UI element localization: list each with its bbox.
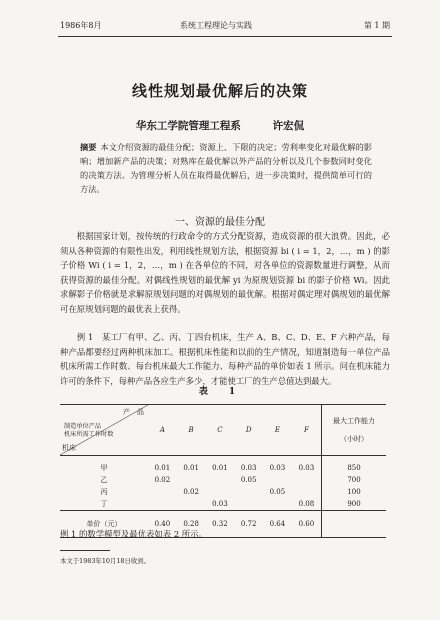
abstract-label: 摘要 (80, 142, 97, 152)
table-cell: 0.03 (240, 464, 257, 472)
author-name: 许宏侃 (272, 120, 305, 132)
table-cell (234, 498, 263, 511)
table-cell: 0.01 (183, 464, 199, 472)
column-header: A (148, 405, 177, 456)
table-cell: 0.01 (212, 464, 228, 472)
column-header: D (234, 405, 263, 456)
capacity-header (322, 405, 387, 456)
running-header (60, 20, 390, 34)
footnote: 本文于1983年10月18日收到。 (60, 557, 151, 565)
capacity-unit-label: （小时） (340, 435, 368, 443)
footnote-rule (60, 550, 110, 551)
table-cell: 0.03 (212, 500, 228, 508)
table-row (60, 486, 386, 498)
table-cell (234, 486, 263, 498)
table-cell: 0.05 (240, 476, 257, 484)
table-cell: 0.02 (154, 476, 171, 484)
table-corner (60, 405, 148, 456)
table-cell: 0.03 (298, 464, 315, 472)
data-table (60, 404, 386, 538)
table-cell (292, 474, 322, 486)
table-cell (148, 486, 177, 498)
table-cell (177, 474, 206, 486)
corner-desc-label: 制造单位产品 机床所需工作时数 (64, 423, 114, 438)
author-line (0, 118, 440, 133)
table-caption: 表 1 (198, 387, 242, 397)
table-cell: 0.02 (183, 488, 199, 496)
paper-title: 线性规划最优解后的决策 (131, 82, 308, 100)
body-paragraph-1: 根据国家计划，按传统的行政命令的方式分配资源，造成资源的很大浪费。因此，必须从各种资源的有限性出发，利用线性规划方法，根据资源 bi ( i = 1，2，…，m ) 的影子价格 Wi ( i = 1，2，…，m ) 在各单位的不同，对各单位的资源数量进行调整，从而获得资源的最佳分配。对偶线性规划的最优解 yi 为原规划资源 bi 的影子价格 Wi。因此求解影子价格就是求解原规划问题的对偶规划的最优解。根据对偶定理对偶规划的最优解可在原规划问题的最优表上获得。 (60, 231, 390, 314)
price-cell: 0.32 (206, 511, 235, 538)
column-header: C (206, 405, 235, 456)
price-cell: 0.64 (263, 511, 292, 538)
table-cell (177, 498, 206, 511)
after-table-text: 例 1 的数学模型及最优表如表 2 所示。 (60, 529, 207, 539)
table-row (60, 498, 386, 511)
machine-label: 丙 (100, 488, 108, 496)
capacity-cell: 900 (322, 498, 387, 511)
capacity-cell: 700 (322, 474, 387, 486)
table-cell: 0.08 (298, 500, 315, 508)
issue-date: 1986年8月 (60, 21, 102, 30)
price-cell: 0.40 (148, 511, 177, 538)
price-cell: 0.60 (292, 511, 322, 538)
table-cell (148, 498, 177, 511)
table-cell: 0.03 (269, 464, 286, 472)
table-cell (263, 498, 292, 511)
column-header: F (292, 405, 322, 456)
table-cell (206, 486, 235, 498)
abstract-text: 本文介绍资源的最佳分配；资源上、下限的决定；劳利率变化对最优解的影响；增加新产品的决策；对熟库在最优解以外产品的分析以及几个参数同时变化的决策方法。为管理分析人员在取得最优解后，进一步决策时，提供简单可行的方法。 (80, 142, 372, 194)
column-header: E (263, 405, 292, 456)
corner-product-label: 产 品 (123, 408, 144, 416)
table-row (60, 462, 386, 474)
table-row (60, 474, 386, 486)
table-cell: 0.05 (269, 488, 286, 496)
header-rule (58, 36, 392, 37)
machine-label: 乙 (100, 476, 108, 484)
price-cell: 0.28 (177, 511, 206, 538)
section-heading: 一、资源的最佳分配 (175, 217, 265, 228)
abstract (80, 140, 372, 196)
issue-number: 第 1 期 (363, 21, 390, 30)
table-cell (206, 474, 235, 486)
price-label: 单价（元） (60, 511, 148, 538)
author-affiliation: 华东工学院管理工程系 (135, 120, 241, 132)
capacity-header-label: 最大工作能力 (333, 417, 375, 425)
column-header: B (177, 405, 206, 456)
capacity-cell: 100 (322, 486, 387, 498)
machine-label: 甲 (100, 464, 108, 472)
table-cell (263, 474, 292, 486)
journal-name: 系统工程理论与实践 (180, 21, 252, 30)
corner-machine-label: 机床 (62, 444, 76, 452)
table-cell (292, 486, 322, 498)
price-cell: 0.72 (234, 511, 263, 538)
machine-label: 丁 (100, 500, 108, 508)
capacity-cell: 850 (322, 462, 387, 474)
body-paragraph-2: 例 1 某工厂有甲、乙、丙、丁四台机床，生产 A、B、C、D、E、F 六种产品，每种产品都要经过两种机床加工。根据机床性能和以前的生产情况，知道制造每一单位产品机床所需工作时数、每台机床最大工作能力、每种产品的单价如表 1 所示。问在机床能力许可的条件下，每种产品各应生产多少，才能使工厂的生产总值达到最大。 (60, 332, 390, 386)
table-cell: 0.01 (154, 464, 171, 472)
